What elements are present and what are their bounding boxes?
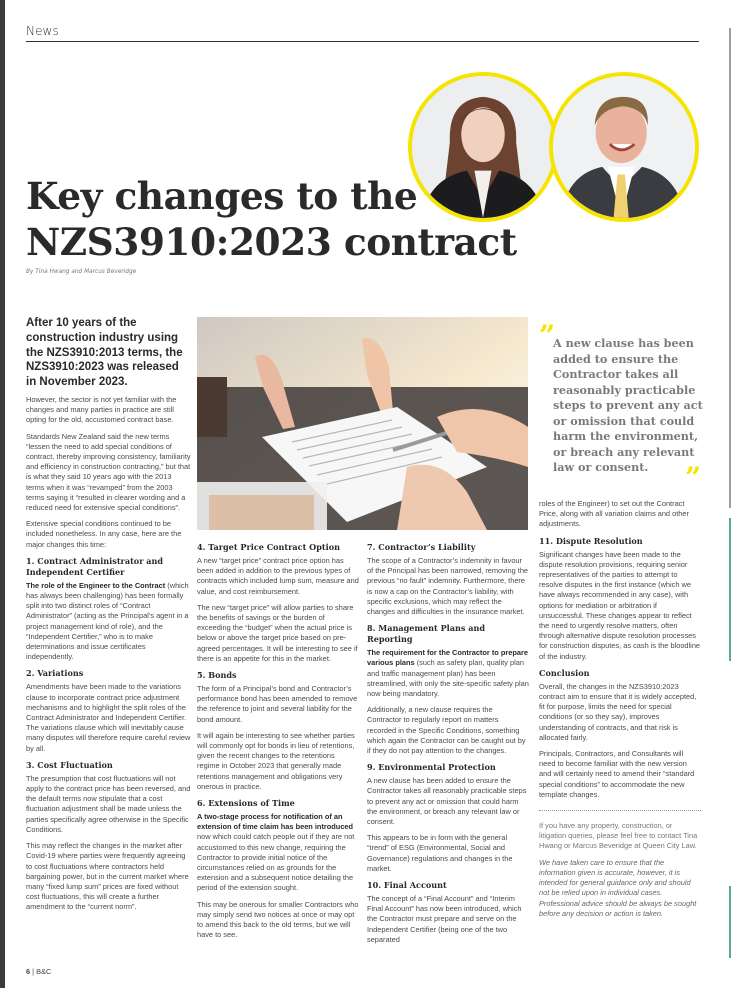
page-edge <box>0 0 5 988</box>
title-line: NZS3910:2023 contract <box>26 220 517 264</box>
section-label: News <box>26 24 59 38</box>
publication-name: B&C <box>36 967 52 976</box>
paragraph: The new “target price” will allow parties to share the benefits of savings or the burden of exceeding the “budget” when the actual price is below or above the target price based on pre-agreed percentages. It will be interesting to see if there is an appetite for this in the market. <box>197 602 358 663</box>
quote-open-icon: ” <box>539 319 556 352</box>
section-heading: 2. Variations <box>26 668 84 679</box>
paragraph <box>367 648 529 699</box>
page-footer <box>26 967 51 976</box>
article-column-4 <box>539 499 701 925</box>
paragraph <box>26 581 191 663</box>
section-heading: 1. Contract Administrator and Independent Certifier <box>26 555 164 577</box>
article-title <box>26 173 517 265</box>
pull-quote-text: A new clause has been added to ensure the Contractor takes all reasonably practicable steps to prevent any act or omission that could harm the environment, or breach any relevant law or consent. <box>553 336 703 474</box>
paragraph <box>197 812 359 894</box>
disclaimer: We have taken care to ensure that the information given is accurate, however, it is intended for general guidance only and should not be relied upon in individual cases. Professional advice should be always be sought before any decision or action is taken. <box>539 857 697 918</box>
footer-separator: | <box>30 967 37 976</box>
section-heading: 6. Extensions of Time <box>197 798 295 809</box>
portrait-icon <box>553 76 695 218</box>
paragraph-text: (such as safety plan, quality plan and traffic management plan) has been streamlined, with only the site-specific safety plan now being mandatory. <box>367 658 529 699</box>
section-rule <box>26 41 699 42</box>
title-line: Key changes to the <box>26 174 418 218</box>
paragraph: This may be onerous for smaller Contractors who may simply send two notices at once or may opt to amend this back to the old terms, but we will have to see. <box>197 899 359 940</box>
paragraph: Extensive special conditions continued to be included nonetheless. In any case, here are the major changes this time: <box>26 519 182 549</box>
paragraph: A new “target price” contract price option has been added in addition to the previous types of contracts which included lump sum, measure and value, and cost reimbursement. <box>197 556 359 596</box>
article-column-3 <box>367 540 529 951</box>
paragraph: It will again be interesting to see whether parties will commonly opt for bonds in lieu of retentions, given the recent changes to the retentions regime in October 2023 that generally made retentions management and obligations very onerous in practice. <box>197 730 355 791</box>
quote-close-icon: ” <box>685 461 702 494</box>
paragraph: The concept of a “Final Account” and “Interim Final Account” has now been introduced, which the Contractor must prepare and serve on the Independent Certifier (being one of the two separated <box>367 894 522 944</box>
section-heading: 9. Environmental Protection <box>367 762 496 773</box>
article-column-1 <box>26 316 191 919</box>
paragraph: However, the sector is not yet familiar with the changes and many parties in practice are still opting for the old, accustomed contract base. <box>26 394 177 425</box>
paragraph: roles of the Engineer) to set out the Contract Price, along with all variation claims and other adjustments. <box>539 499 689 529</box>
section-heading: 4. Target Price Contract Option <box>197 542 340 552</box>
article-column-2 <box>197 540 359 947</box>
contract-signing-photo <box>197 317 528 530</box>
pull-quote <box>539 319 704 494</box>
section-heading: 10. Final Account <box>367 880 447 891</box>
lead-bold: The role of the Engineer to the Contract <box>26 580 166 590</box>
section-heading: 8. Management Plans and Reporting <box>367 623 486 645</box>
lead-bold: A two-stage process for notification of an extension of time claim has been introduced <box>197 812 354 832</box>
paragraph: Significant changes have been made to the dispute resolution provisions, requiring senior representatives of the parties to attempt to resolve disputes in the first instance (which we have always recommended in any case), with options for mediation or arbitration if unsuccessful. These changes appear to reflect the need to urgently resolve matters, often through alternative dispute resolution processes for construction disputes, as cash is the bloodline of the industry. <box>539 549 701 661</box>
byline: By Tina Hwang and Marcus Beveridge <box>26 269 137 275</box>
paragraph: This appears to be in form with the general “trend” of ESG (Environmental, Social and Governance) regulations and changes in the market. <box>367 833 513 873</box>
paragraph: Overall, the changes in the NZS3910:2023 contract aim to ensure that it is widely accepted, fit for purpose, limits the need for special conditions (or so they say), improves understanding of contracts, and that risk is allocated fairly. <box>539 681 697 742</box>
paragraph: This may reflect the changes in the market after Covid-19 where parties were frequently agreeing to cost fluctuations where contractors held bargaining power, but in the current market where many “fixed lump sum” prices are fixed without cost fluctuations, this will create a further amendment to the “current norm”. <box>26 841 189 912</box>
section-heading: 3. Cost Fluctuation <box>26 759 113 770</box>
section-heading: 5. Bonds <box>197 670 237 681</box>
photo-image-icon <box>197 317 528 530</box>
section-heading: 11. Dispute Resolution <box>539 535 643 546</box>
paragraph: The presumption that cost fluctuations will not apply to the contract price has been reversed, and the default terms now stipulate that a cost fluctuation adjustment shall be made unless the parties specifically agree otherwise in the Specific Conditions. <box>26 773 191 834</box>
paragraph: A new clause has been added to ensure the Contractor takes all reasonably practicable steps to prevent any act or omission that could harm the environment, or breach any relevant law or consent. <box>367 776 527 827</box>
section-heading: 7. Contractor’s Liability <box>367 542 476 552</box>
author-photo-marcus-beveridge <box>549 72 699 222</box>
lead-bold: The requirement for the Contractor to prepare various plans <box>367 648 528 668</box>
paragraph: Amendments have been made to the variations clause to incorporate contract price adjustment mechanisms and to highlight the split roles of the Contract Administrator and Independent Certifier. The variations clause which will inevitably cause many disputes will therefore require careful review by all. <box>26 682 191 753</box>
paragraph: The scope of a Contractor’s indemnity in favour of the Principal has been narrowed, removing the previous “no fault” indemnity. Furthermore, there is now a cap on the Contractor’s liability, with specific exclusions, which may reflect the changes and difficulties in the insurance market. <box>367 556 529 617</box>
paragraph: The form of a Principal’s bond and Contractor’s performance bond has been amended to remove the reference to joint and several liability for the bond amount. <box>197 684 358 724</box>
paragraph: Additionally, a new clause requires the Contractor to regularly report on matters recorded in the Specific Conditions, something which again the Contractor can be caught out by if they do not pay attention to the changes. <box>367 705 526 756</box>
page-number: 6 <box>26 967 31 976</box>
paragraph-text: now which could catch people out if they are not accustomed to this new change, requiring the Contractor to provide initial notice of the circumstances relied on as grounds for the extension and a subsequent notice detailing the period of the extension sought. <box>197 832 355 893</box>
paragraph: Standards New Zealand said the new terms “lessen the need to add special conditions of contract, thereby improving consistency, familiarity and efficiency in construction contracting,” but that is what they said 10 years ago with the 2013 terms when it was “revamped” from the 2003 terms saying it “resulted in clearer wording and a reduced need for extensive special conditions”. <box>26 431 191 513</box>
paragraph: Principals, Contractors, and Consultants will need to become familiar with the new version and will certainly need to amend their “standard special conditions” to accommodate the new template changes. <box>539 749 695 799</box>
paragraph-text: (which has always been challenging) has been formally split into two distinct roles of “Contract Administrator” (acting as the Principal’s agent in a project management kind of role), and the “Independent Certifier,” who is to make determinations and issue certificates independently. <box>26 580 189 662</box>
contact-note: If you have any property, construction, or litigation queries, please feel free to contact Tina Hwang or Marcus Beveridge at Queen City Law. <box>539 821 698 851</box>
section-heading: Conclusion <box>539 667 590 678</box>
lede: After 10 years of the construction industry using the NZS3910:2013 terms, the NZS3910:2023 was released in November 2023. <box>26 317 183 389</box>
dotted-divider <box>539 810 701 811</box>
